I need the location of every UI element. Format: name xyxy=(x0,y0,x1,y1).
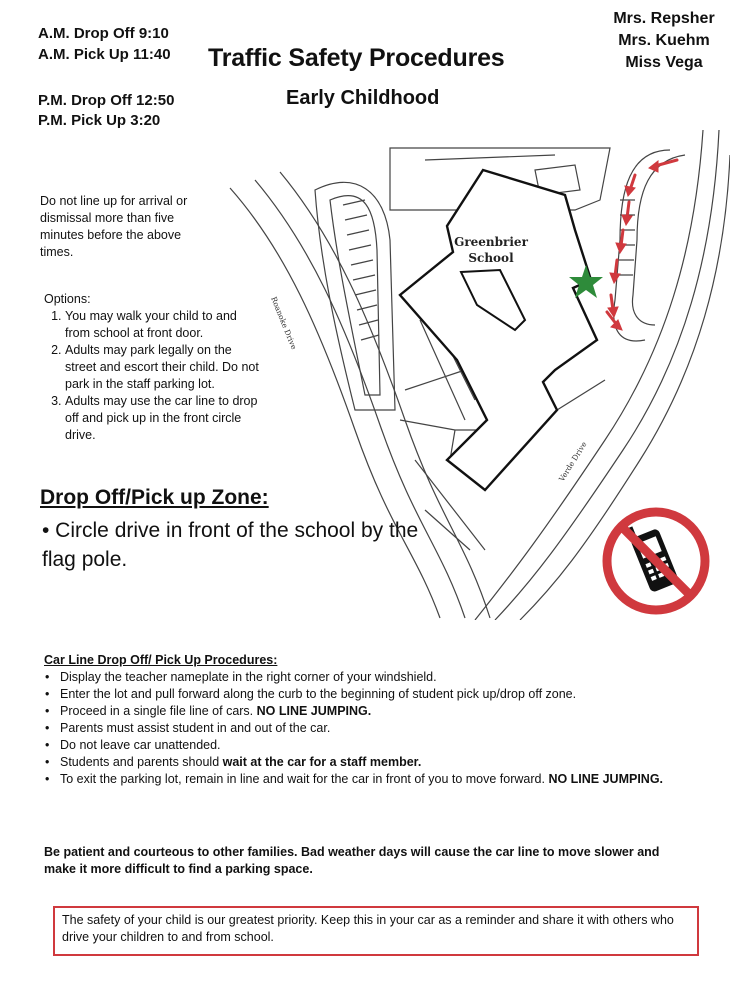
parking-lot xyxy=(330,196,380,395)
arrow-icon xyxy=(616,230,626,253)
am-pick-up-time: A.M. Pick Up 11:40 xyxy=(38,46,171,63)
option-item: 1. You may walk your child to and from school at front door. xyxy=(65,308,259,342)
page-subtitle: Early Childhood xyxy=(286,87,440,109)
options-heading: Options: xyxy=(44,292,91,306)
road-edge xyxy=(425,510,470,550)
emphasis: NO LINE JUMPING. xyxy=(548,772,664,786)
option-item: 3. Adults may use the car line to drop off and pick up in the front circle drive. xyxy=(65,393,259,444)
procedure-item: • Do not leave car unattended. xyxy=(60,737,664,754)
teacher-list xyxy=(594,8,734,74)
school-name-line2: School xyxy=(468,251,514,265)
arrival-note: Do not line up for arrival or dismissal more than five minutes before the above times. xyxy=(40,194,188,259)
teacher-name: Miss Vega xyxy=(625,54,703,71)
arrow-icon xyxy=(649,160,677,172)
zone-text: • Circle drive in front of the school by the flag pole. xyxy=(42,519,419,571)
teacher-name: Mrs. Repsher xyxy=(613,10,715,27)
circle-drive xyxy=(632,155,685,325)
no-cellphone-icon xyxy=(600,505,712,617)
road-label-verde: Verde Drive xyxy=(557,440,589,484)
patience-note: Be patient and courteous to other families. Bad weather days will cause the car line to move slower and make it more difficult to find a parking space. xyxy=(44,845,660,876)
parking-lot xyxy=(315,182,395,410)
school-name-line1: Greenbrier xyxy=(454,235,528,249)
procedure-item: • Parents must assist student in and out of the car. xyxy=(60,720,664,737)
procedures-heading: Car Line Drop Off/ Pick Up Procedures: xyxy=(44,653,278,667)
procedure-item: • Proceed in a single file line of cars. NO LINE JUMPING. xyxy=(60,703,664,720)
pm-drop-off-time: P.M. Drop Off 12:50 xyxy=(38,92,175,109)
school-building xyxy=(400,170,597,490)
procedures-list xyxy=(44,669,664,788)
emphasis: NO LINE JUMPING. xyxy=(256,704,372,718)
option-item: 2. Adults may park legally on the street and escort their child. Do not park in the staff parking lot. xyxy=(65,342,259,393)
safety-reminder-box: The safety of your child is our greatest priority. Keep this in your car as a reminder and share it with others who drive your children to and from school. xyxy=(53,906,699,956)
zone-heading: Drop Off/Pick up Zone: xyxy=(40,486,269,509)
page-title: Traffic Safety Procedures xyxy=(208,44,505,72)
pm-pick-up-time: P.M. Pick Up 3:20 xyxy=(38,112,161,129)
procedures-section xyxy=(44,652,664,788)
procedure-item: • To exit the parking lot, remain in line and wait for the car in front of you to move forward. NO LINE JUMPING. xyxy=(60,771,664,788)
am-drop-off-time: A.M. Drop Off 9:10 xyxy=(38,25,169,42)
procedure-item: • Students and parents should wait at the car for a staff member. xyxy=(60,754,664,771)
procedure-item: • Display the teacher nameplate in the right corner of your windshield. xyxy=(60,669,664,686)
procedure-item: • Enter the lot and pull forward along the curb to the beginning of student pick up/drop off zone. xyxy=(60,686,664,703)
emphasis: wait at the car for a staff member. xyxy=(222,755,422,769)
arrow-icon xyxy=(622,202,632,225)
building-outline xyxy=(425,155,555,160)
teacher-name: Mrs. Kuehm xyxy=(618,32,710,49)
road-label-roanoke: Roanoke Drive xyxy=(269,295,299,351)
